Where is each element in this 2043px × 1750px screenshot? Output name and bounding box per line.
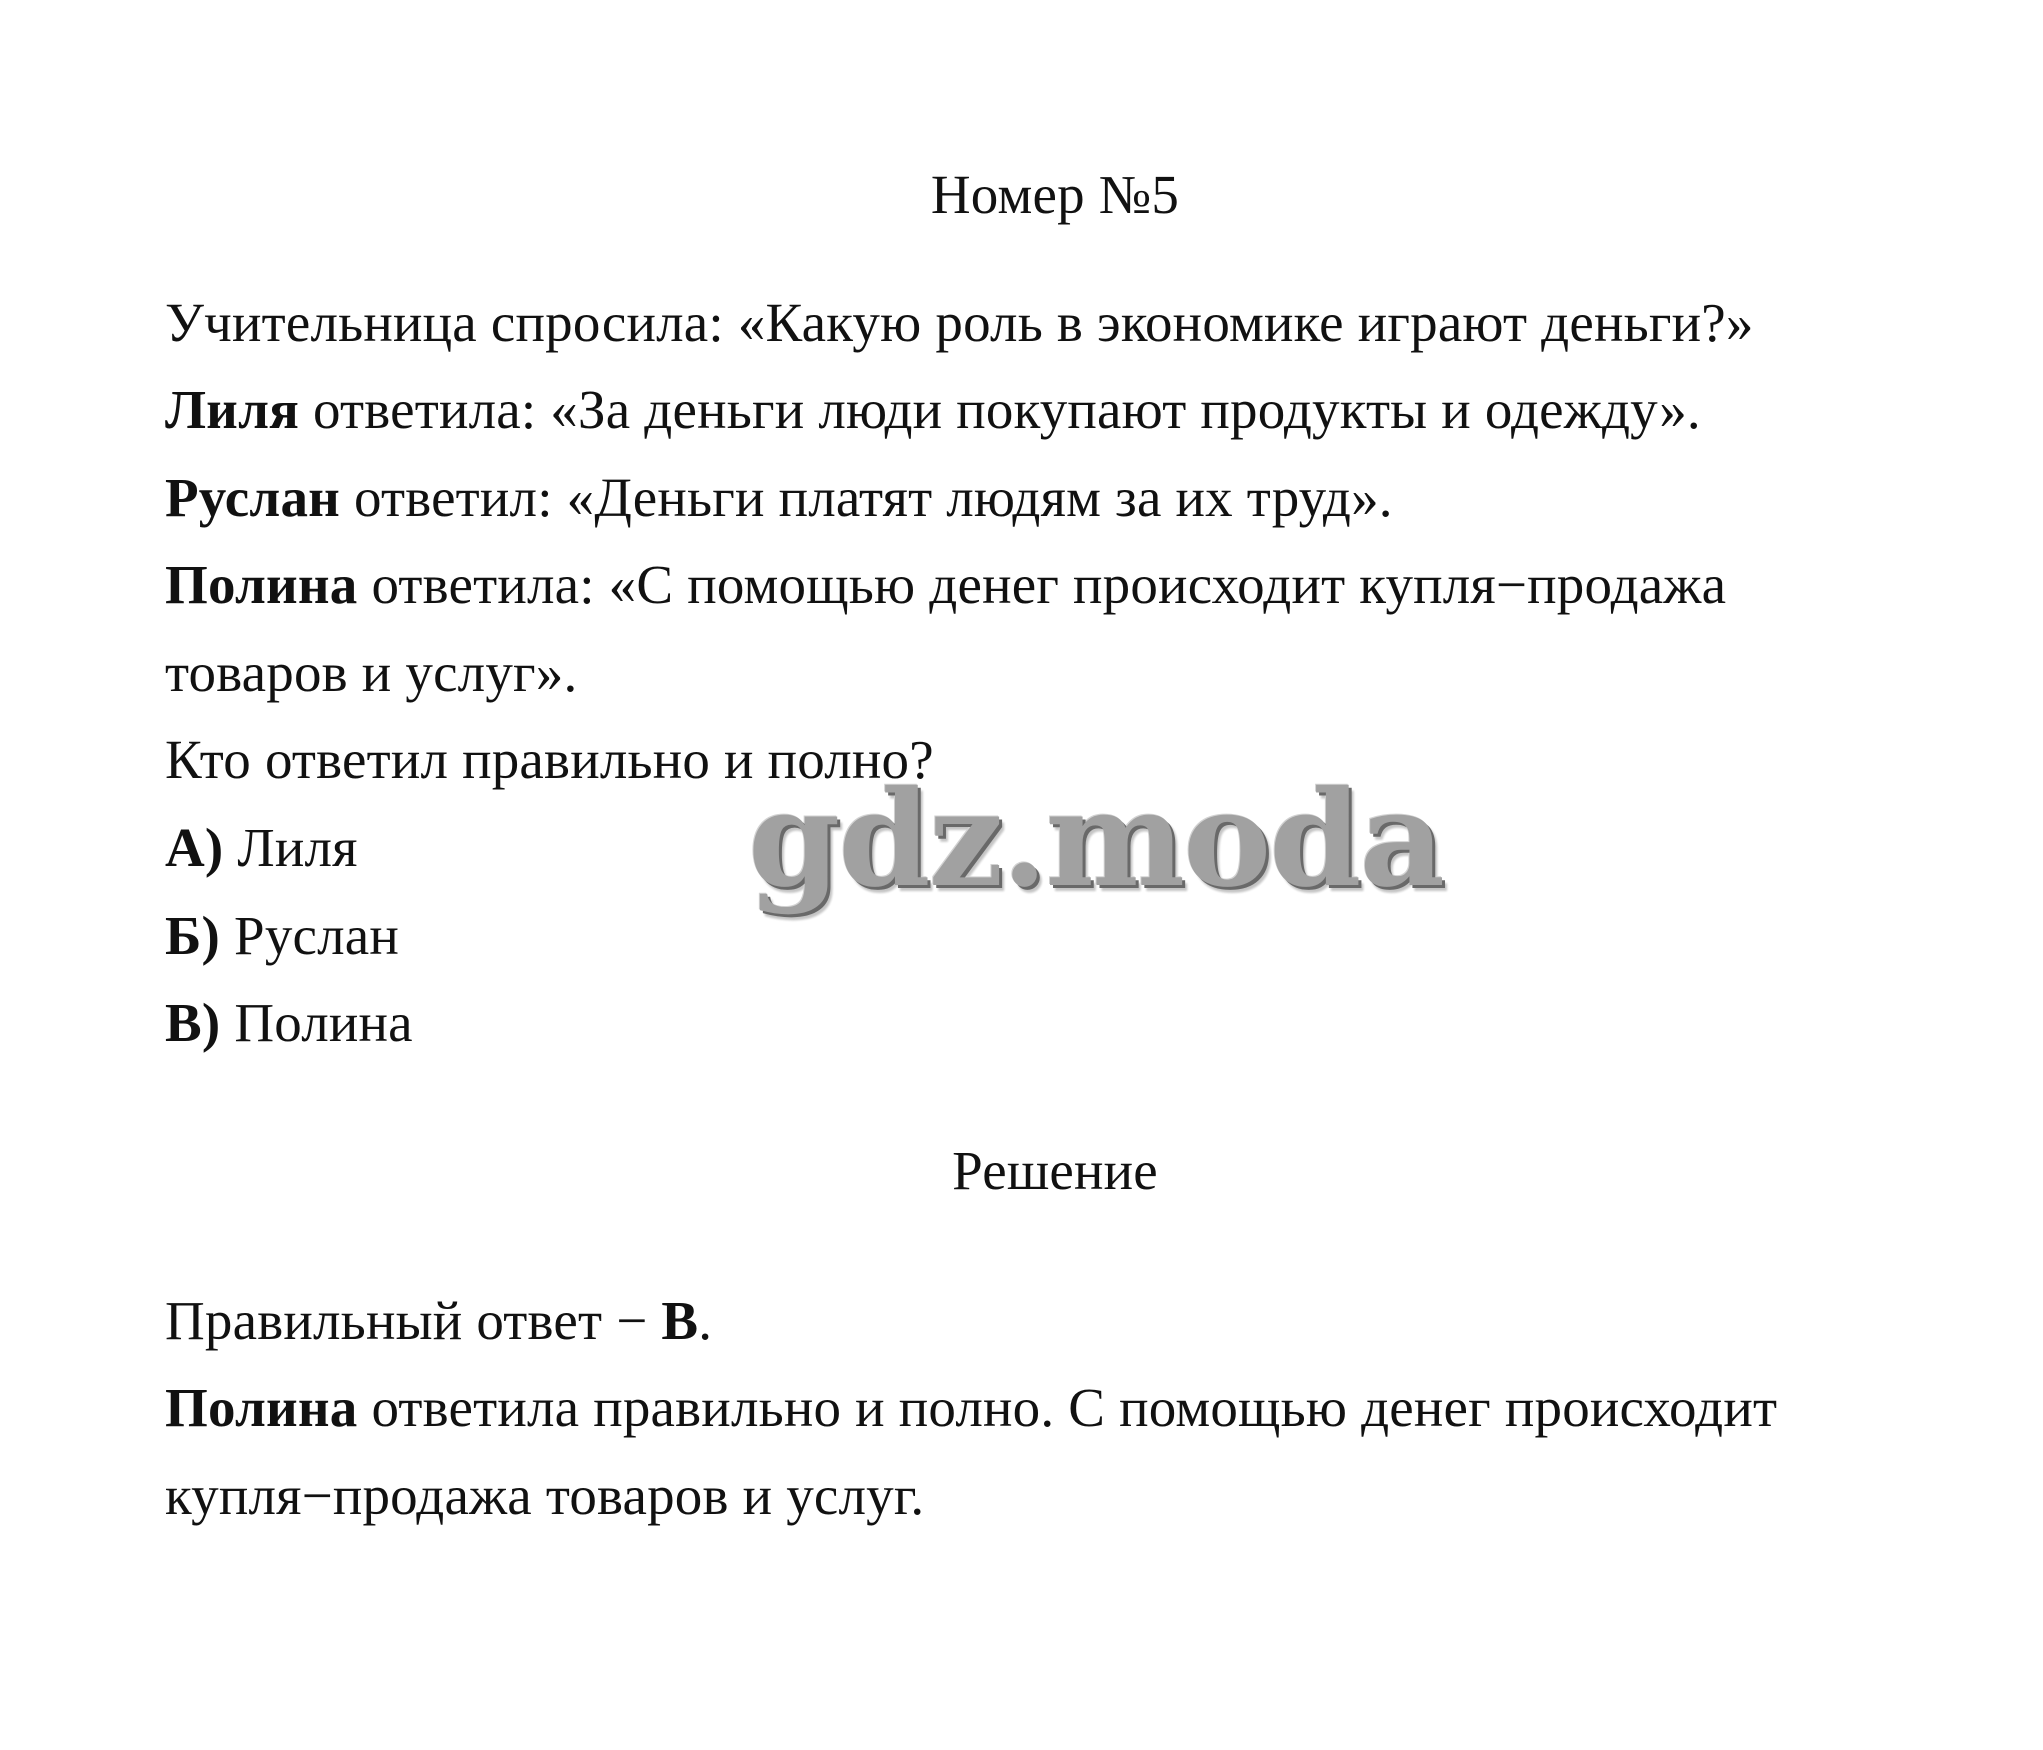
option-a-label: Лиля — [223, 817, 358, 878]
option-a-letter: А) — [165, 817, 224, 878]
question-line: Учительница спросила: «Какую роль в экономике играют деньги?» — [165, 292, 1754, 353]
answer-line-2 — [165, 465, 1393, 531]
answer-name-3: Полина — [165, 554, 358, 615]
watermark-logo: gdz.moda — [748, 762, 1444, 917]
explanation-continuation: купля−продажа товаров и услуг. — [165, 1465, 925, 1526]
correct-answer-letter: В — [661, 1290, 699, 1351]
answer-text-1: ответила: «За деньги люди покупают продукты и одежду». — [299, 379, 1701, 440]
correct-answer-line — [165, 1288, 712, 1354]
option-b-label: Руслан — [220, 905, 400, 966]
answer-continuation: товаров и услуг». — [165, 642, 578, 703]
answer-name-2: Руслан — [165, 467, 341, 528]
page-title: Номер №5 — [930, 164, 1180, 225]
explanation-name: Полина — [165, 1377, 358, 1438]
option-v-letter: В) — [165, 992, 221, 1053]
explanation-text: ответила правильно и полно. С помощью денег происходит — [357, 1377, 1778, 1438]
answer-line-1 — [165, 377, 1701, 443]
correct-answer-prefix: Правильный ответ − — [165, 1290, 662, 1351]
answer-line-3 — [165, 552, 1726, 618]
option-b — [165, 903, 399, 969]
option-b-letter: Б) — [165, 905, 221, 966]
answer-text-2: ответил: «Деньги платят людям за их труд». — [340, 467, 1393, 528]
option-v — [165, 990, 413, 1056]
answer-name-1: Лиля — [165, 379, 300, 440]
solution-heading: Решение — [952, 1140, 1158, 1201]
option-v-label: Полина — [220, 992, 413, 1053]
answer-text-3: ответила: «С помощью денег происходит купля−продажа — [357, 554, 1727, 615]
correct-answer-suffix: . — [698, 1290, 713, 1351]
explanation-line — [165, 1375, 1777, 1441]
option-a — [165, 815, 358, 881]
question-prompt: Кто ответил правильно и полно? — [165, 729, 934, 790]
